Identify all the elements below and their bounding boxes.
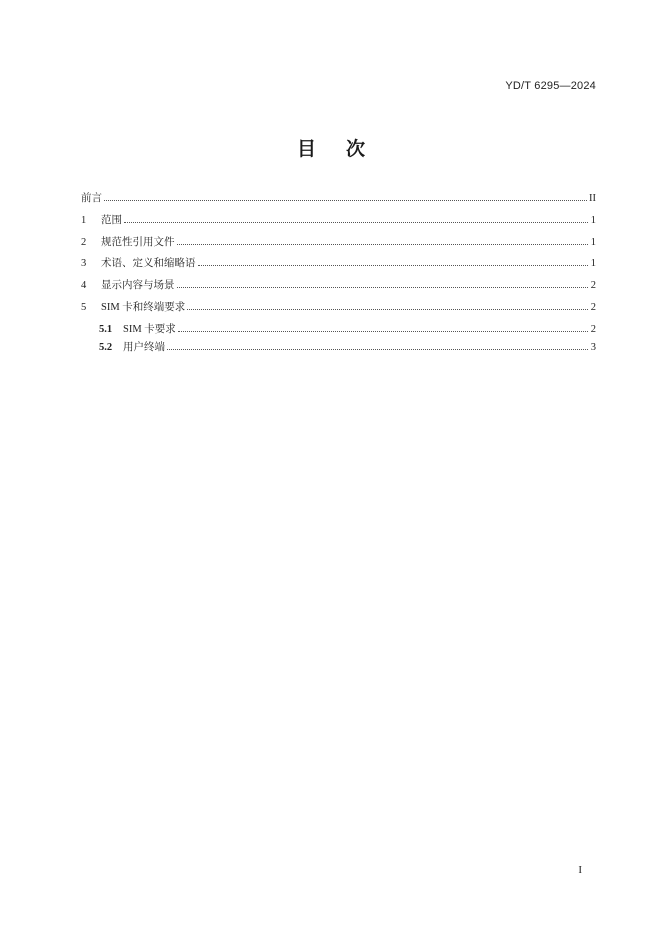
toc-leader-dots xyxy=(124,221,588,223)
toc-entry-normative-references[interactable] xyxy=(81,234,596,256)
toc-entry-label: 范围 xyxy=(101,214,122,226)
toc-entry-number: 5.2 xyxy=(99,341,113,353)
toc-entry-display-content[interactable] xyxy=(81,277,596,299)
toc-entry-number: 4 xyxy=(81,280,87,292)
toc-entry-terms-definitions[interactable] xyxy=(81,255,596,277)
toc-entry-number: 5 xyxy=(81,301,87,313)
toc-leader-dots xyxy=(177,286,589,288)
toc-leader-dots xyxy=(177,243,589,245)
toc-leader-dots xyxy=(178,330,588,332)
toc-leader-dots xyxy=(187,308,588,310)
toc-entry-number: 3 xyxy=(81,258,87,270)
toc-entry-page: 1 xyxy=(590,214,596,226)
toc-entry-page: 1 xyxy=(590,258,596,270)
toc-entry-label: SIM 卡和终端要求 xyxy=(101,301,186,313)
toc-entry-number: 5.1 xyxy=(99,323,113,335)
toc-title-part1: 目 xyxy=(296,138,316,160)
toc-entry-sim-terminal[interactable] xyxy=(81,299,596,321)
toc-leader-dots xyxy=(104,199,587,201)
toc-entry-foreword[interactable] xyxy=(81,190,596,212)
toc-entry-label: 用户终端 xyxy=(123,341,165,353)
toc-entry-page: 2 xyxy=(590,301,596,313)
document-code: YD/T 6295—2024 xyxy=(505,80,596,92)
toc-list xyxy=(81,190,596,357)
page-number: I xyxy=(578,864,582,876)
toc-entry-page: 2 xyxy=(590,323,596,335)
toc-entry-sim-requirements[interactable] xyxy=(81,321,596,339)
toc-entry-label: 显示内容与场景 xyxy=(101,280,175,292)
toc-leader-dots xyxy=(167,348,588,350)
toc-entry-page: 2 xyxy=(590,280,596,292)
toc-title-part2: 次 xyxy=(346,138,366,160)
toc-entry-label: 术语、定义和缩略语 xyxy=(101,258,196,270)
toc-entry-user-terminal[interactable] xyxy=(81,339,596,357)
toc-entry-number: 1 xyxy=(81,214,87,226)
toc-entry-label: 规范性引用文件 xyxy=(101,236,175,248)
toc-entry-scope[interactable] xyxy=(81,212,596,234)
toc-leader-dots xyxy=(198,264,589,266)
toc-entry-page: 3 xyxy=(590,341,596,353)
toc-entry-number: 2 xyxy=(81,236,87,248)
toc-title xyxy=(0,134,662,161)
toc-entry-label: 前言 xyxy=(81,193,102,204)
toc-entry-page: 1 xyxy=(590,236,596,248)
toc-entry-page: II xyxy=(589,193,596,204)
toc-entry-label: SIM 卡要求 xyxy=(123,323,176,335)
